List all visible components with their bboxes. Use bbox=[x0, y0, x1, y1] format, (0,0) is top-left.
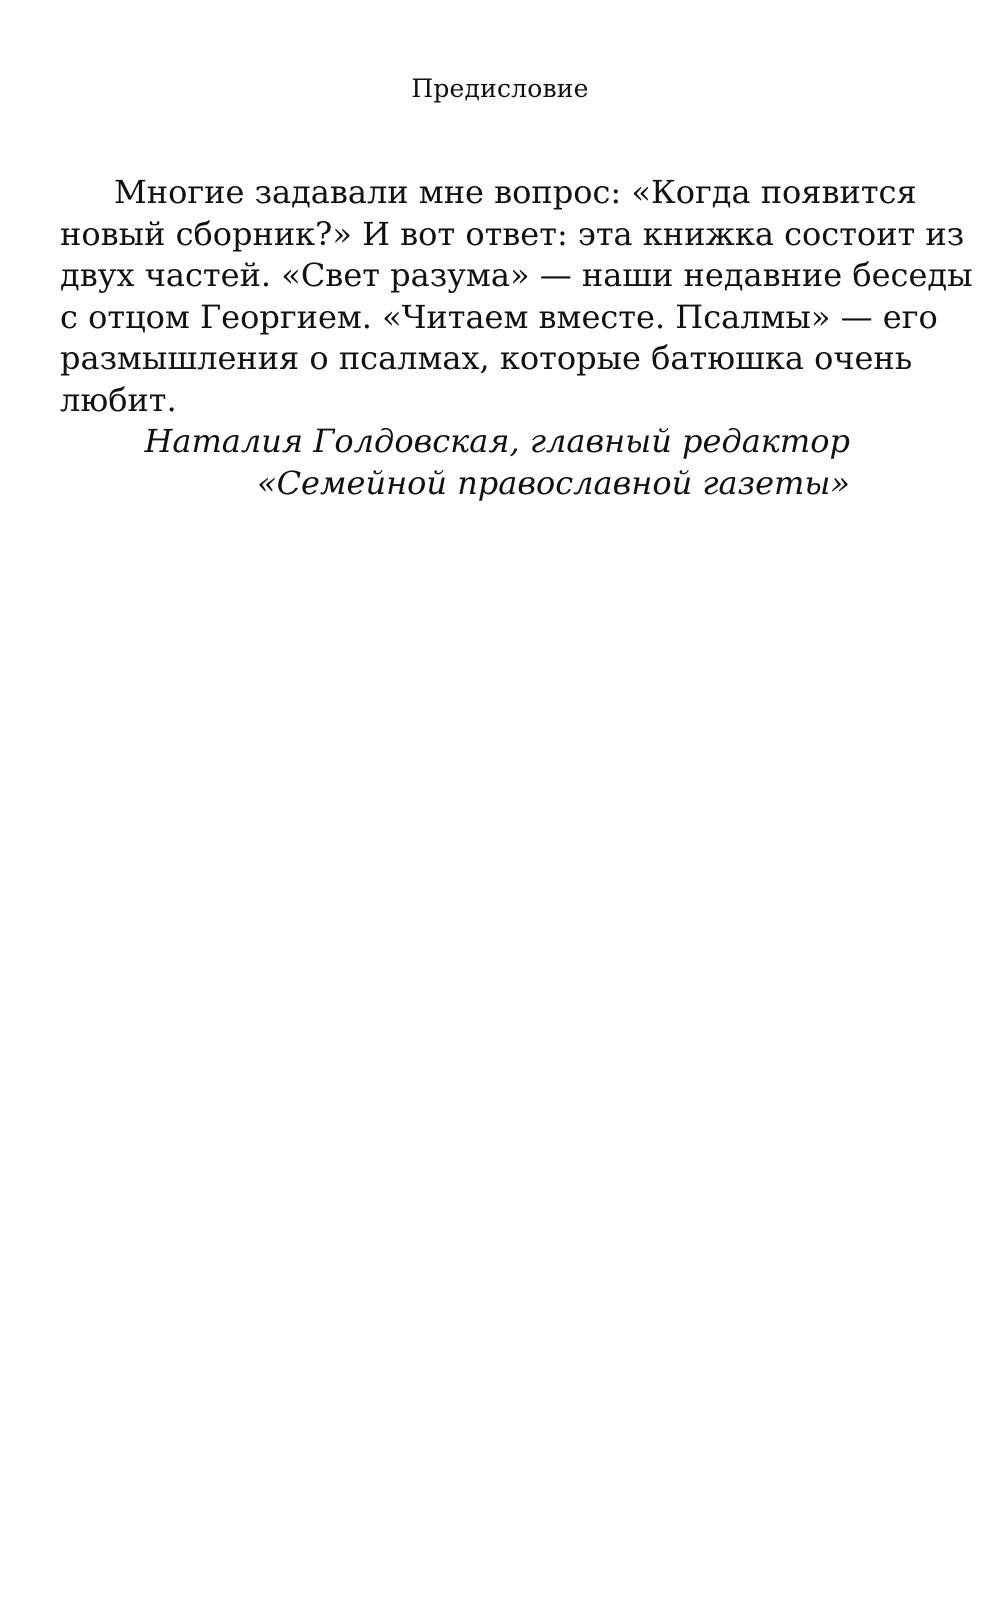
author-signature bbox=[60, 421, 850, 504]
signature-publication: «Семейной православной газеты» bbox=[256, 463, 850, 502]
paragraph-line: Многие задавали мне вопрос: «Когда появится bbox=[114, 173, 917, 211]
preface-text bbox=[60, 172, 973, 504]
paragraph-line: новый сборник?» И вот ответ: эта книжка состоит из bbox=[60, 214, 965, 253]
paragraph-line: двух частей. «Свет разума» — наши недавние беседы bbox=[60, 256, 973, 294]
paragraph-line: с отцом Георгием. «Читаем вместе. Псалмы» — его bbox=[60, 297, 938, 336]
signature-author: Наталия Голдовская, главный редактор bbox=[144, 422, 850, 460]
running-title: Предисловие bbox=[411, 74, 589, 103]
paragraph-line: любит. bbox=[60, 380, 177, 419]
paragraph-line: размышления о псалмах, которые батюшка очень bbox=[60, 339, 913, 377]
preface-paragraph bbox=[60, 172, 973, 421]
